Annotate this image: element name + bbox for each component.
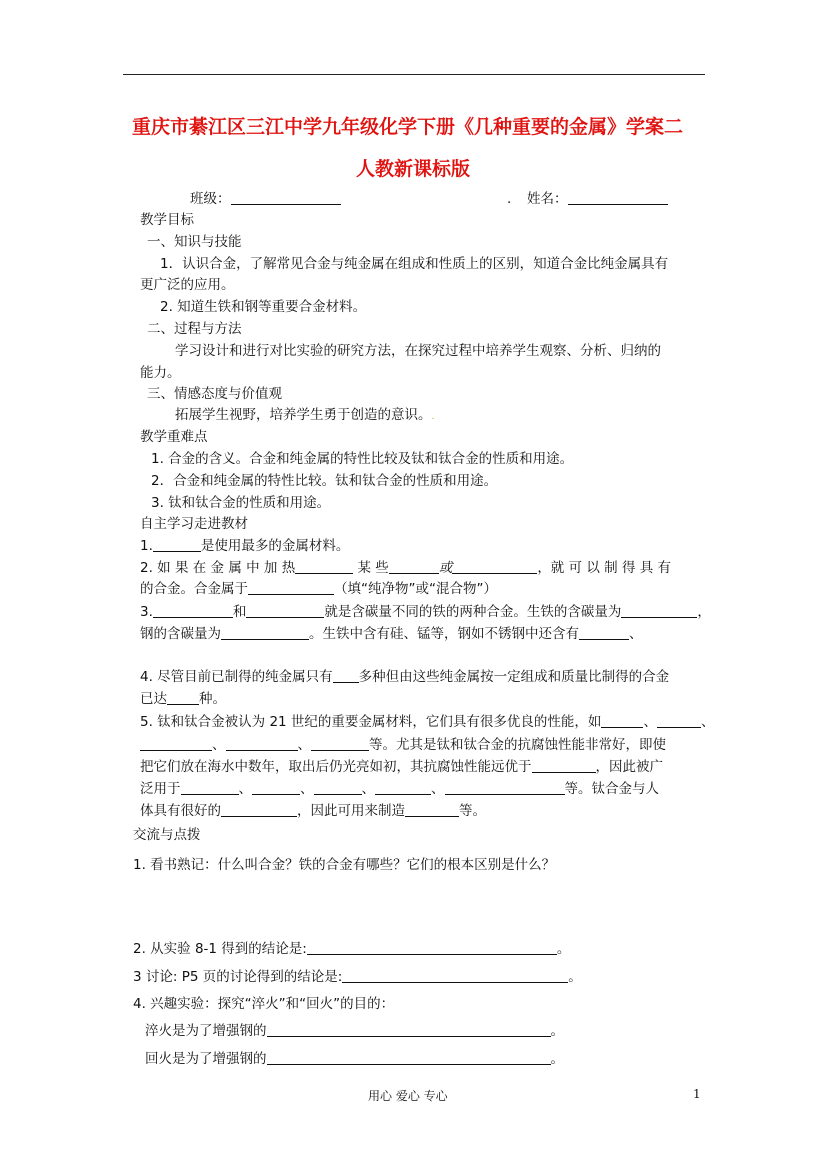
class-field[interactable] bbox=[231, 190, 341, 205]
q4-blank-1[interactable] bbox=[333, 668, 359, 683]
page-number: 1 bbox=[693, 1087, 701, 1101]
q2-blank-2[interactable] bbox=[389, 559, 439, 574]
stray-mark: . bbox=[431, 412, 435, 422]
goal3-text: 拓展学生视野，培养学生勇于创造的意识。. bbox=[175, 407, 435, 423]
temper-line: 回火是为了增强钢的 。 bbox=[145, 1051, 564, 1067]
e3-blank[interactable] bbox=[342, 968, 568, 983]
keypoint-2: 2．合金和纯金属的特性比较。钛和钛合金的性质和用途。 bbox=[151, 473, 498, 489]
class-row bbox=[190, 190, 341, 208]
q5-blank-12[interactable] bbox=[221, 802, 297, 817]
q5-blank-3[interactable] bbox=[140, 736, 212, 751]
goal2-text-line1: 学习设计和进行对比实验的研究方法，在探究过程中培养学生观察、分析、归纳的 bbox=[175, 343, 661, 359]
question-3-line2: 钢的含碳量为 。生铁中含有硅、锰等，钢如不锈钢中还含有 、 bbox=[140, 626, 643, 642]
document-title-line1: 重庆市綦江区三江中学九年级化学下册《几种重要的金属》学案二 bbox=[132, 116, 684, 138]
class-label: 班级： bbox=[190, 191, 231, 207]
keypoint-3: 3. 钛和钛合金的性质和用途。 bbox=[151, 495, 331, 511]
q5-blank-5[interactable] bbox=[311, 736, 369, 751]
q3-blank-3[interactable] bbox=[621, 603, 697, 618]
question-4-line2: 已达 种。 bbox=[140, 691, 226, 707]
q5-blank-7[interactable] bbox=[181, 780, 239, 795]
question-2-line2: 的合金。合金属于 （填“纯净物”或“混合物”） bbox=[140, 581, 497, 597]
q3-blank-4[interactable] bbox=[221, 625, 309, 640]
exchange-question-4: 4. 兴趣实验：探究“淬火”和“回火”的目的： bbox=[133, 996, 395, 1012]
q5-blank-9[interactable] bbox=[314, 780, 362, 795]
question-4-line1: 4. 尽管目前已制得的纯金属只有 多种但由这些纯金属按一定组成和质量比制得的合金 bbox=[140, 669, 670, 685]
q5-blank-4[interactable] bbox=[226, 736, 298, 751]
goal2-text-line2: 能力。 bbox=[140, 365, 181, 381]
stray-dot: . bbox=[507, 191, 512, 207]
goal3-heading: 三、情感态度与价值观 bbox=[147, 386, 282, 402]
goal1-heading: 一、知识与技能 bbox=[147, 234, 242, 250]
q3-blank-2[interactable] bbox=[246, 603, 324, 618]
question-5-line1: 5. 钛和钛合金被认为 21 世纪的重要金属材料，它们具有很多优良的性能，如 、 、 bbox=[140, 714, 715, 730]
q5-blank-6[interactable] bbox=[532, 758, 596, 773]
exchange-question-1: 1. 看书熟记：什么叫合金？铁的合金有哪些？它们的根本区别是什么？ bbox=[133, 857, 556, 873]
quench-blank[interactable] bbox=[267, 1022, 551, 1037]
temper-blank[interactable] bbox=[267, 1050, 551, 1065]
document-title-line2: 人教新课标版 bbox=[356, 158, 471, 180]
q5-blank-11[interactable] bbox=[445, 780, 565, 795]
q1-blank[interactable] bbox=[153, 537, 201, 552]
question-5-line3: 把它们放在海水中数年，取出后仍光亮如初，其抗腐蚀性能远优于 ，因此被广 bbox=[140, 759, 663, 775]
quench-line: 淬火是为了增强钢的 。 bbox=[145, 1023, 564, 1039]
q5-blank-1[interactable] bbox=[601, 713, 643, 728]
q5-blank-2[interactable] bbox=[657, 713, 701, 728]
name-label: 姓名： bbox=[527, 191, 568, 207]
goal1-item1-line2: 更广泛的应用。 bbox=[140, 277, 235, 293]
q5-blank-8[interactable] bbox=[252, 780, 300, 795]
question-5-line5: 体具有很好的 ，因此可用来制造 等。 bbox=[140, 803, 486, 819]
goal1-item2: 2. 知道生铁和钢等重要合金材料。 bbox=[160, 299, 367, 315]
goal1-item1-line1: 1．认识合金，了解常见合金与纯金属在组成和性质上的区别，知道合金比纯金属具有 bbox=[160, 256, 669, 272]
q4-blank-2[interactable] bbox=[167, 690, 199, 705]
name-row bbox=[527, 190, 668, 208]
q5-blank-10[interactable] bbox=[375, 780, 431, 795]
exchange-heading: 交流与点拨 bbox=[133, 827, 201, 843]
question-1: 1. 是使用最多的金属材料。 bbox=[140, 538, 350, 554]
e2-blank[interactable] bbox=[307, 940, 557, 955]
q2-blank-4[interactable] bbox=[248, 580, 334, 595]
footer-text: 用心 爱心 专心 bbox=[368, 1089, 448, 1103]
question-2-line1: 2. 如 果 在 金 属 中 加 热 某 些 或 ，就 可 以 制 得 具 有 bbox=[140, 560, 672, 576]
question-5-line4: 泛用于 、 、 、 、 等。钛合金与人 bbox=[140, 781, 659, 797]
exchange-question-2: 2. 从实验 8-1 得到的结论是: 。 bbox=[133, 941, 571, 957]
question-3-line1: 3. 和 就是含碳量不同的铁的两种合金。生铁的含碳量为 ， bbox=[140, 604, 711, 620]
goal2-heading: 二、过程与方法 bbox=[147, 321, 242, 337]
self-study-heading: 自主学习走进教材 bbox=[140, 516, 248, 532]
q2-blank-1[interactable] bbox=[295, 559, 353, 574]
goals-heading: 教学目标 bbox=[140, 212, 194, 228]
question-5-line2: 、 、 等。尤其是钛和钛合金的抗腐蚀性能非常好，即使 bbox=[140, 736, 666, 754]
q2-blank-3[interactable] bbox=[452, 559, 537, 574]
name-field[interactable] bbox=[568, 190, 668, 205]
header-rule bbox=[123, 74, 705, 75]
q3-blank-5[interactable] bbox=[579, 625, 629, 640]
exchange-question-3: 3 讨论: P5 页的讨论得到的结论是: 。 bbox=[133, 969, 582, 985]
keypoint-1: 1. 合金的含义。合金和纯金属的特性比较及钛和钛合金的性质和用途。 bbox=[151, 451, 574, 467]
q5-blank-13[interactable] bbox=[405, 802, 459, 817]
q3-blank-1[interactable] bbox=[153, 603, 233, 618]
keypoints-heading: 教学重难点 bbox=[140, 429, 208, 445]
